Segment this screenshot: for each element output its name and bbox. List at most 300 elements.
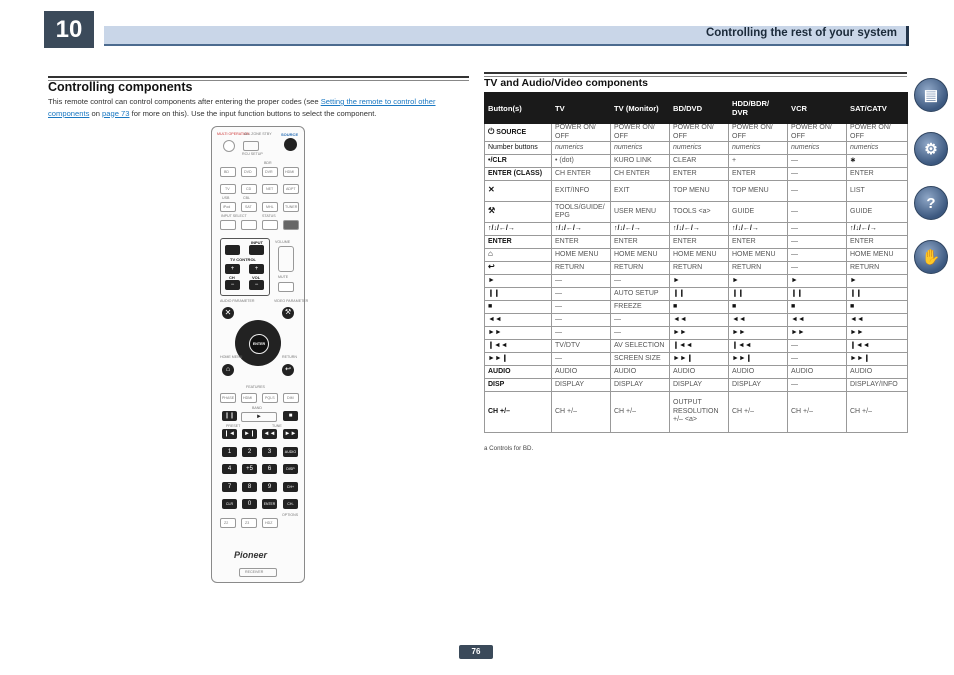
table-cell: RETURN — [552, 262, 611, 275]
chapter-number-text: 10 — [55, 15, 83, 43]
remote-btn-label: TV — [225, 187, 230, 191]
button-name-cell — [485, 392, 552, 433]
remote-btn-label: DVR — [265, 170, 273, 174]
table-cell: ❙❙ — [670, 288, 729, 301]
table-cell: DISPLAY/INFO — [847, 379, 908, 392]
table-cell: TV/DTV — [552, 340, 611, 353]
button-name: ► — [488, 276, 495, 284]
remote-num-label: 3 — [267, 449, 272, 455]
remote-num-label: 0 — [247, 501, 252, 507]
remote-btn-label: TUNER — [285, 205, 298, 209]
remote-btn-input-right — [241, 220, 257, 230]
remote-enter-small-label: ENTER — [263, 502, 276, 506]
table-row — [485, 353, 908, 366]
remote-volume-rocker — [278, 246, 294, 272]
table-cell: ❙❙ — [729, 288, 788, 301]
remote-btn-tuner — [283, 202, 299, 212]
table-cell: ◄◄ — [847, 314, 908, 327]
table-cell: ❙❙ — [847, 288, 908, 301]
remote-label-volume: VOLUME — [275, 240, 291, 244]
table-row — [485, 301, 908, 314]
table-header-cell: SAT/CATV — [847, 93, 908, 124]
button-name-cell — [485, 353, 552, 366]
remote-num-8 — [242, 482, 257, 492]
book-glyph: ▤ — [923, 87, 939, 104]
table-cell: POWER ON/ OFF — [611, 124, 670, 142]
component-codes-table — [484, 92, 908, 433]
remote-return-icon: ↩ — [282, 364, 294, 376]
table-cell: TOOLS/GUIDE/ EPG — [552, 202, 611, 223]
table-cell: CH +/– — [552, 392, 611, 433]
pioneer-logo: Pioneer — [234, 550, 268, 560]
table-cell: ►► — [788, 327, 847, 340]
button-name: ►►❙ — [488, 354, 508, 362]
table-body — [485, 124, 908, 433]
button-name-cell — [485, 366, 552, 379]
table-cell: — — [788, 155, 847, 168]
button-name-cell — [485, 314, 552, 327]
table-row — [485, 288, 908, 301]
table-header-cell: BD/DVD — [670, 93, 729, 124]
remote-num-9 — [262, 482, 277, 492]
book-icon[interactable] — [914, 78, 948, 112]
remote-btn-net — [262, 184, 278, 194]
remote-control-illustration — [211, 126, 309, 583]
table-cell: EXIT/INFO — [552, 181, 611, 202]
remote-btn-bd — [220, 167, 236, 177]
table-cell: ►►❙ — [670, 353, 729, 366]
remote-clr-label: CLR — [225, 502, 234, 506]
remote-num-2 — [242, 447, 257, 457]
remote-btn-hdmi — [283, 167, 299, 177]
button-name-cell — [485, 340, 552, 353]
table-cell: ►► — [729, 327, 788, 340]
button-name-cell — [485, 142, 552, 155]
table-cell: ↑/↓/←/→ — [611, 223, 670, 236]
remote-num-label: 4 — [227, 466, 232, 472]
table-cell: — — [788, 202, 847, 223]
remote-num-3 — [262, 447, 277, 457]
table-row — [485, 340, 908, 353]
table-cell: ENTER — [670, 168, 729, 181]
table-cell: ∗ — [847, 155, 908, 168]
table-cell: ENTER — [847, 168, 908, 181]
help-icon[interactable] — [914, 186, 948, 220]
table-cell: — — [788, 249, 847, 262]
button-name-cell — [485, 223, 552, 236]
button-name-cell — [485, 155, 552, 168]
table-cell: ↑/↓/←/→ — [729, 223, 788, 236]
table-cell: AUDIO — [670, 366, 729, 379]
table-cell: — — [788, 353, 847, 366]
button-name-cell — [485, 301, 552, 314]
left-section-rule — [48, 76, 469, 78]
button-name: ►► — [488, 328, 502, 336]
table-cell: ■ — [788, 301, 847, 314]
button-name: CH +/– — [488, 407, 510, 415]
table-cell: POWER ON/ OFF — [788, 124, 847, 142]
settings-icon[interactable] — [914, 132, 948, 166]
table-cell: ↑/↓/←/→ — [847, 223, 908, 236]
table-row — [485, 168, 908, 181]
table-header-cell: TV — [552, 93, 611, 124]
table-cell: ◄◄ — [729, 314, 788, 327]
remote-next-button: ►❙ — [242, 429, 257, 439]
remote-label-cbl: CBL — [243, 196, 250, 200]
table-row — [485, 327, 908, 340]
remote-btn-label: Z3 — [245, 521, 250, 525]
button-name-cell — [485, 236, 552, 249]
table-cell: — — [552, 301, 611, 314]
table-cell: ❙◄◄ — [729, 340, 788, 353]
remote-btn-tv — [220, 184, 236, 194]
remote-btn-sat — [241, 202, 257, 212]
table-header-cell: Button(s) — [485, 93, 552, 124]
table-cell: ENTER — [670, 236, 729, 249]
remote-btn-label: DVD — [244, 170, 252, 174]
table-cell: CH ENTER — [611, 168, 670, 181]
table-cell: + — [729, 155, 788, 168]
remote-label-return: RETURN — [282, 355, 297, 359]
remote-label-tv-control: TV CONTROL — [230, 257, 256, 262]
table-cell: POWER ON/ OFF — [552, 124, 611, 142]
remote-enter-button — [249, 334, 269, 354]
table-row — [485, 275, 908, 288]
button-name: Number buttons — [488, 143, 538, 151]
remote-label-video-parameter: VIDEO PARAMETER — [274, 299, 309, 303]
table-cell: — — [788, 379, 847, 392]
page-number: 76 — [459, 645, 493, 659]
remote-multi-op-button — [223, 140, 235, 152]
button-name: ENTER (CLASS) — [488, 169, 543, 177]
table-cell: AUTO SETUP — [611, 288, 670, 301]
remote-btn-pqls — [262, 393, 278, 403]
remote-label-status: STATUS — [262, 214, 276, 218]
remote-label-options: OPTIONS — [282, 513, 299, 517]
button-name: •/CLR — [488, 156, 507, 164]
remote-label-usb: USB — [222, 196, 230, 200]
table-cell: RETURN — [670, 262, 729, 275]
intro-text-2: on — [89, 108, 103, 118]
table-cell: SCREEN SIZE — [611, 353, 670, 366]
table-cell: KURO LINK — [611, 155, 670, 168]
table-cell: FREEZE — [611, 301, 670, 314]
remote-ch-minus-small — [283, 499, 298, 509]
left-section-title: Controlling components — [48, 80, 193, 94]
remote-label-audio-parameter: AUDIO PARAMETER — [220, 299, 255, 303]
remote-num-5 — [242, 464, 257, 474]
table-cell: AUDIO — [729, 366, 788, 379]
remote-ch-minus-label: CH- — [287, 502, 294, 506]
table-cell: — — [611, 314, 670, 327]
remote-tools-icon: ⚒ — [282, 307, 294, 319]
table-cell: ■ — [670, 301, 729, 314]
table-cell: ■ — [847, 301, 908, 314]
button-name: ENTER — [488, 237, 512, 245]
remote-ch-plus-small — [283, 482, 298, 492]
button-name: DISP — [488, 380, 505, 388]
remote-label-input-select: INPUT SELECT — [221, 214, 247, 218]
table-row — [485, 249, 908, 262]
table-cell: LIST — [847, 181, 908, 202]
remote-label-mute: MUTE — [278, 275, 289, 279]
power-icon: ⏻ — [488, 126, 495, 136]
table-cell: numerics — [788, 142, 847, 155]
remote-audio-button — [283, 447, 298, 457]
right-section-rule — [484, 72, 907, 74]
remote-home-icon: ⌂ — [222, 364, 234, 376]
remote-btn-input-left — [220, 220, 236, 230]
table-cell: HOME MENU — [729, 249, 788, 262]
remote-label-home-menu: HOME MENU — [220, 355, 243, 359]
table-row — [485, 262, 908, 275]
table-cell: RETURN — [729, 262, 788, 275]
table-cell: — — [788, 236, 847, 249]
remote-nav-glyph: ✋ — [921, 249, 941, 266]
table-cell: USER MENU — [611, 202, 670, 223]
table-cell: — — [788, 340, 847, 353]
remote-enter-label: ENTER — [252, 342, 266, 346]
table-cell: AV SELECTION — [611, 340, 670, 353]
table-cell: DISPLAY — [729, 379, 788, 392]
table-cell: ►►❙ — [847, 353, 908, 366]
table-cell: — — [552, 353, 611, 366]
remote-ch-plus-button: + — [225, 264, 240, 274]
table-cell: POWER ON/ OFF — [847, 124, 908, 142]
remote-btn-zone3 — [241, 518, 257, 528]
button-name-cell — [485, 379, 552, 392]
remote-all-zone-button — [243, 141, 259, 151]
button-name: ↑/↓/←/→ — [488, 224, 515, 232]
table-cell: AUDIO — [552, 366, 611, 379]
table-row — [485, 202, 908, 223]
remote-btn-label: BD — [224, 170, 229, 174]
table-cell: POWER ON/ OFF — [729, 124, 788, 142]
table-cell: — — [552, 288, 611, 301]
button-name: SOURCE — [496, 128, 527, 136]
remote-disp-button — [283, 464, 298, 474]
table-cell: ↑/↓/←/→ — [552, 223, 611, 236]
remote-vol-plus-button: + — [249, 264, 264, 274]
remote-ch-plus-label: CH+ — [286, 485, 295, 489]
button-name: ❙❙ — [488, 289, 500, 297]
remote-label-features: FEATURES — [246, 385, 265, 389]
header-title: Controlling the rest of your system — [705, 27, 897, 39]
table-cell: TOP MENU — [670, 181, 729, 202]
table-cell: OUTPUT RESOLUTION +/– <a> — [670, 392, 729, 433]
table-cell: TOP MENU — [729, 181, 788, 202]
table-cell: — — [788, 262, 847, 275]
remote-btn-label: PQLS — [265, 396, 275, 400]
remote-btn-dim — [283, 393, 299, 403]
table-cell: — — [788, 168, 847, 181]
remote-btn-dvr — [262, 167, 278, 177]
remote-power-icon — [284, 138, 297, 151]
button-name-cell — [485, 124, 552, 142]
button-name-cell — [485, 168, 552, 181]
remote-num-0 — [242, 499, 257, 509]
intro-text-3: for more on this). Use the input function buttons to select the component. — [129, 108, 377, 118]
remote-btn-label: iPod — [223, 205, 231, 209]
table-cell: ► — [788, 275, 847, 288]
table-row — [485, 124, 908, 142]
remote-btn-label: HDZ — [265, 521, 273, 525]
help-glyph: ? — [926, 194, 936, 212]
table-row — [485, 181, 908, 202]
table-cell: GUIDE — [729, 202, 788, 223]
table-cell: ENTER — [611, 236, 670, 249]
table-cell: CH +/– — [729, 392, 788, 433]
table-row — [485, 236, 908, 249]
button-name-cell — [485, 202, 552, 223]
remote-audio-label: AUDIO — [284, 450, 297, 454]
table-row — [485, 223, 908, 236]
table-cell: ❙❙ — [788, 288, 847, 301]
remote-pause-button: ❙❙ — [222, 411, 237, 421]
table-cell: — — [552, 275, 611, 288]
table-cell: ► — [729, 275, 788, 288]
table-cell: ◄◄ — [670, 314, 729, 327]
table-cell: CLEAR — [670, 155, 729, 168]
remote-btn-ipod — [220, 202, 236, 212]
remote-vol-minus-button: − — [249, 280, 264, 290]
remote-btn-label: ADPT — [286, 187, 296, 191]
remote-btn-label: Z2 — [224, 521, 229, 525]
table-cell: numerics — [611, 142, 670, 155]
table-row — [485, 366, 908, 379]
footnote: a Controls for BD. — [484, 445, 534, 452]
remote-label-ch: CH — [229, 275, 235, 280]
remote-btn-status — [262, 220, 278, 230]
remote-btn-hdzone — [262, 518, 278, 528]
remote-num-1 — [222, 447, 237, 457]
table-cell: — — [611, 275, 670, 288]
chapter-number — [44, 11, 94, 48]
table-cell: DISPLAY — [552, 379, 611, 392]
table-row — [485, 392, 908, 433]
remote-prev-button: ❙◄ — [222, 429, 237, 439]
remote-disp-label: DISP — [286, 467, 295, 471]
table-row — [485, 142, 908, 155]
table-cell: GUIDE — [847, 202, 908, 223]
remote-mute-button — [278, 282, 294, 292]
table-cell: ►► — [847, 327, 908, 340]
table-cell: HOME MENU — [611, 249, 670, 262]
header-bar-end — [906, 26, 909, 46]
remote-label-rcu-setup: RCU SETUP — [242, 152, 263, 156]
button-name-cell — [485, 181, 552, 202]
table-header-row — [485, 93, 908, 124]
remote-receiver-button — [239, 568, 277, 577]
home-icon: ⌂ — [488, 249, 493, 259]
table-cell: ENTER — [729, 236, 788, 249]
table-cell: EXIT — [611, 181, 670, 202]
table-cell: CH +/– — [611, 392, 670, 433]
tools-icon: ⚒ — [488, 206, 496, 216]
remote-btn-label: HDMI — [243, 396, 253, 400]
header-bar — [104, 26, 907, 46]
remote-num-label: 1 — [227, 449, 232, 455]
remote-ch-minus-button: − — [225, 280, 240, 290]
table-cell: DISPLAY — [670, 379, 729, 392]
table-row — [485, 155, 908, 168]
table-cell: ❙◄◄ — [670, 340, 729, 353]
table-header-cell: HDD/BDR/ DVR — [729, 93, 788, 124]
settings-glyph: ⚙ — [924, 141, 938, 158]
remote-tv-input-button — [249, 245, 264, 255]
remote-play-button: ► — [241, 412, 277, 422]
remote-btn-dvd — [241, 167, 257, 177]
table-cell: — — [611, 327, 670, 340]
table-cell: ► — [847, 275, 908, 288]
table-cell: CH +/– — [847, 392, 908, 433]
remote-btn-label: MHL — [266, 205, 274, 209]
link-setting-remote[interactable]: Setting the remote to control other components — [48, 97, 436, 118]
remote-num-label: 9 — [267, 484, 272, 490]
table-cell: ENTER — [847, 236, 908, 249]
remote-tv-power-button — [225, 245, 240, 255]
button-name: AUDIO — [488, 367, 511, 375]
link-page-73[interactable]: page 73 — [102, 108, 130, 118]
button-name-cell — [485, 249, 552, 262]
remote-rew-button: ◄◄ — [263, 431, 276, 437]
remote-btn-label: CD — [246, 187, 252, 191]
table-cell: ENTER — [552, 236, 611, 249]
button-name: ◄◄ — [488, 315, 502, 323]
table-cell: ◄◄ — [788, 314, 847, 327]
table-cell: ► — [670, 275, 729, 288]
remote-clr-button — [222, 499, 237, 509]
remote-stop-button: ■ — [283, 411, 298, 421]
table-cell: numerics — [729, 142, 788, 155]
remote-enter-small-button — [262, 499, 277, 509]
table-cell: CH ENTER — [552, 168, 611, 181]
table-row — [485, 379, 908, 392]
table-cell: AUDIO — [847, 366, 908, 379]
button-name-cell — [485, 275, 552, 288]
remote-btn-cd — [241, 184, 257, 194]
remote-btn-label: PHASE — [222, 396, 235, 400]
table-cell: RETURN — [847, 262, 908, 275]
intro-paragraph — [48, 96, 463, 119]
table-cell: numerics — [552, 142, 611, 155]
intro-text-1: This remote control can control components after entering the proper codes (see — [48, 97, 321, 106]
remote-num-label: 6 — [267, 466, 272, 472]
right-section-title: TV and Audio/Video components — [484, 77, 648, 89]
button-name-cell — [485, 262, 552, 275]
table-cell: ❙◄◄ — [847, 340, 908, 353]
button-name-cell — [485, 327, 552, 340]
remote-btn-shift — [283, 220, 299, 230]
table-row — [485, 314, 908, 327]
remote-label-all-zone: ALL ZONE STBY — [244, 132, 272, 136]
remote-close-icon: ✕ — [222, 307, 234, 319]
remote-btn-hdmi-out — [241, 393, 257, 403]
remote-nav-icon[interactable] — [914, 240, 948, 274]
table-cell: HOME MENU — [552, 249, 611, 262]
remote-label-vol: VOL — [252, 275, 261, 280]
remote-num-label: +5 — [246, 466, 253, 472]
table-cell: RETURN — [611, 262, 670, 275]
remote-num-label: 2 — [247, 449, 252, 455]
remote-btn-adpt — [283, 184, 299, 194]
table-cell: TOOLS <a> — [670, 202, 729, 223]
close-icon: ✕ — [488, 185, 495, 195]
table-cell: POWER ON/ OFF — [670, 124, 729, 142]
table-cell: numerics — [847, 142, 908, 155]
table-cell: — — [552, 327, 611, 340]
table-cell: HOME MENU — [670, 249, 729, 262]
